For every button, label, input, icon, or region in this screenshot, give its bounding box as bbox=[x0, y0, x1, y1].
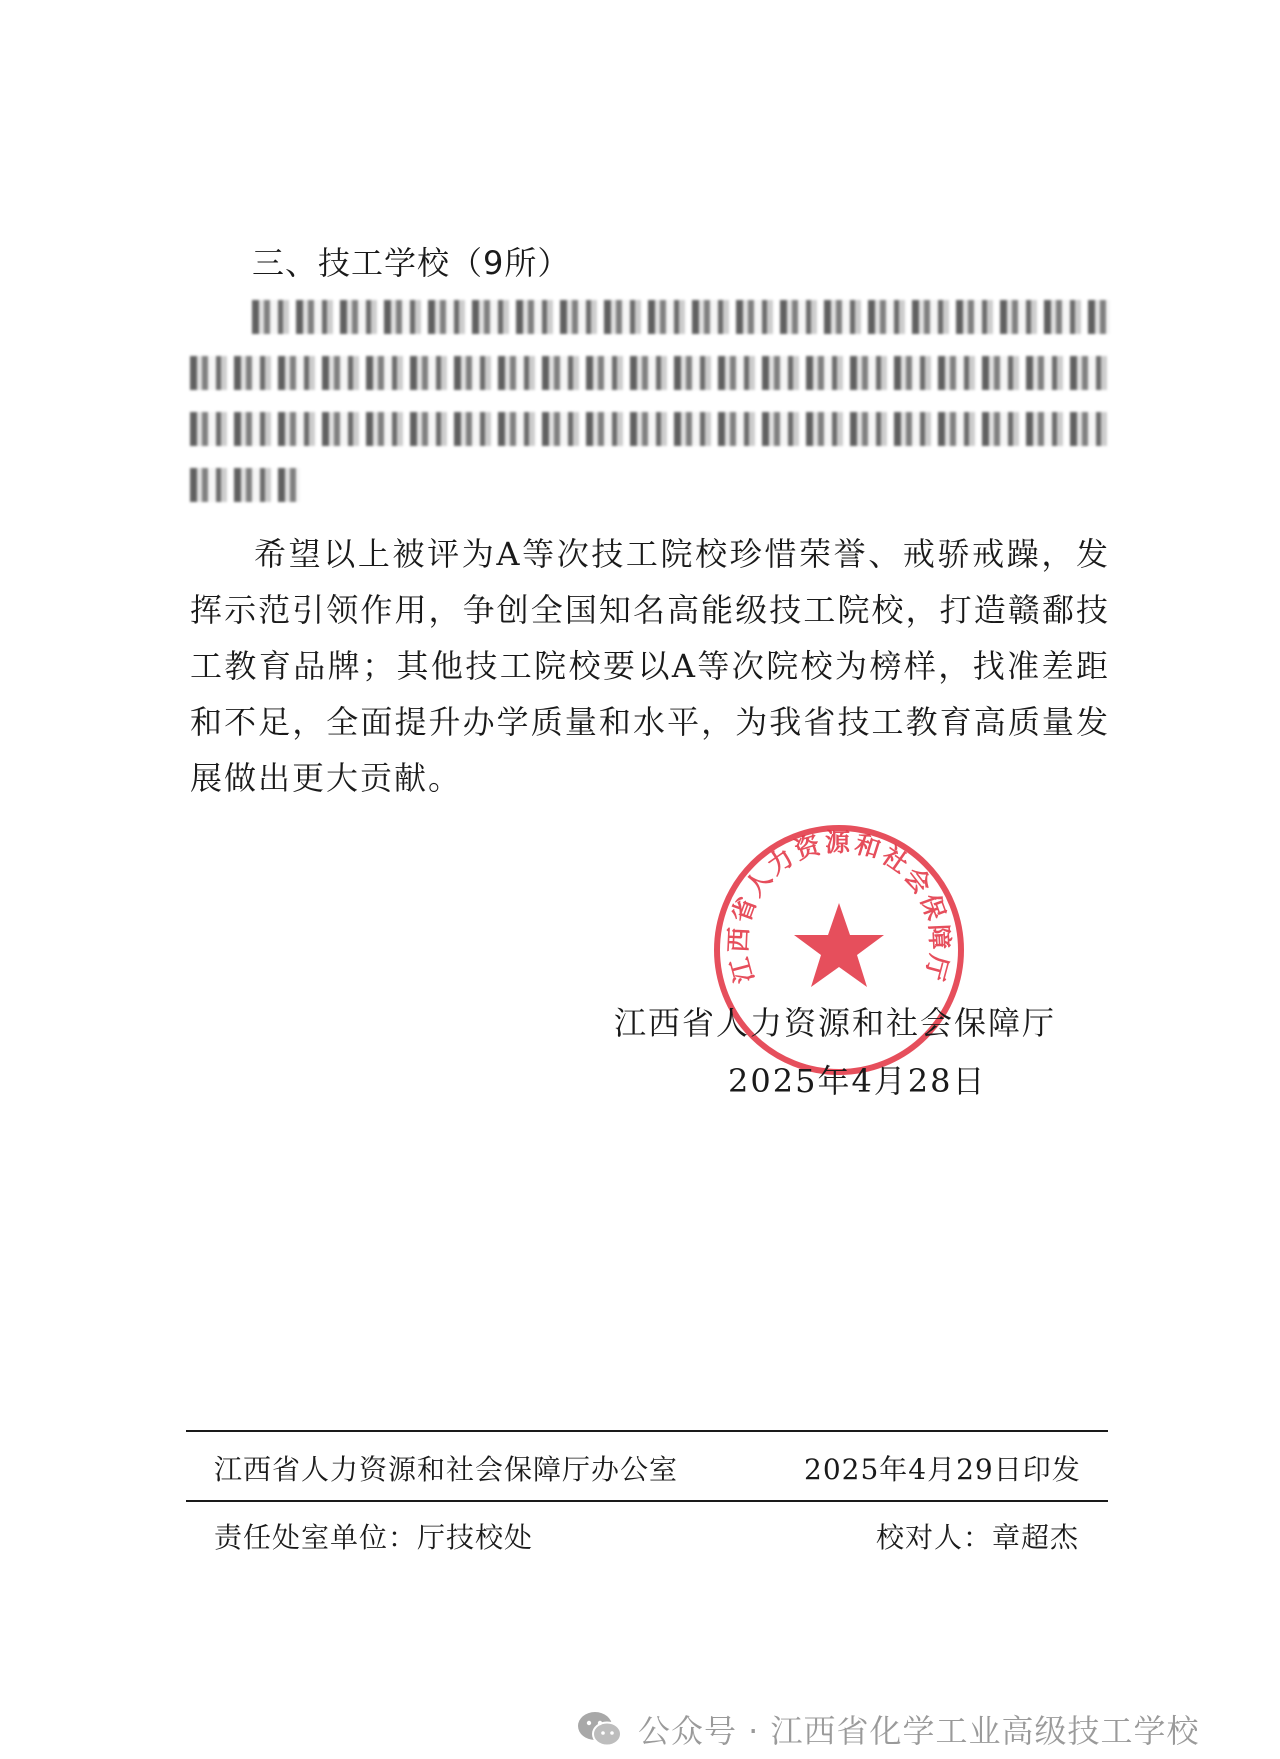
redacted-line bbox=[252, 300, 1110, 334]
redacted-line bbox=[190, 356, 1110, 390]
wechat-icon bbox=[576, 1709, 624, 1749]
redacted-school-list bbox=[190, 300, 1110, 524]
seal-star-icon bbox=[794, 903, 884, 987]
signature-organization: 江西省人力资源和社会保障厅 bbox=[614, 1004, 1057, 1042]
redacted-line bbox=[190, 412, 1110, 446]
redacted-line bbox=[190, 468, 300, 502]
responsible-unit: 责任处室单位：厅技校处 bbox=[214, 1521, 534, 1554]
watermark-text: 公众号 · 江西省化学工业高级技工学校 bbox=[638, 1712, 1200, 1750]
signature-date: 2025年4月28日 bbox=[728, 1062, 987, 1100]
body-paragraph: 希望以上被评为A等次技工院校珍惜荣誉、戒骄戒躁，发挥示范引领作用，争创全国知名高能级技工院校，打造赣鄱技工教育品牌；其他技工院校要以A等次院校为榜样，找准差距和不足，全面提升办学质量和水平，为我省技工教育高质量发展做出更大贡献。 bbox=[190, 535, 1110, 797]
footer-rule-top bbox=[186, 1430, 1108, 1432]
proofreader: 校对人：章超杰 bbox=[876, 1521, 1080, 1554]
wechat-watermark bbox=[576, 1706, 1200, 1752]
seal-text: 江西省人力资源和社会保障厅 bbox=[723, 828, 955, 987]
footer-rule-middle bbox=[186, 1500, 1108, 1502]
section-heading: 三、技工学校（9所） bbox=[252, 244, 571, 282]
print-date: 2025年4月29日印发 bbox=[804, 1453, 1081, 1486]
issuer-office: 江西省人力资源和社会保障厅办公室 bbox=[214, 1453, 679, 1486]
